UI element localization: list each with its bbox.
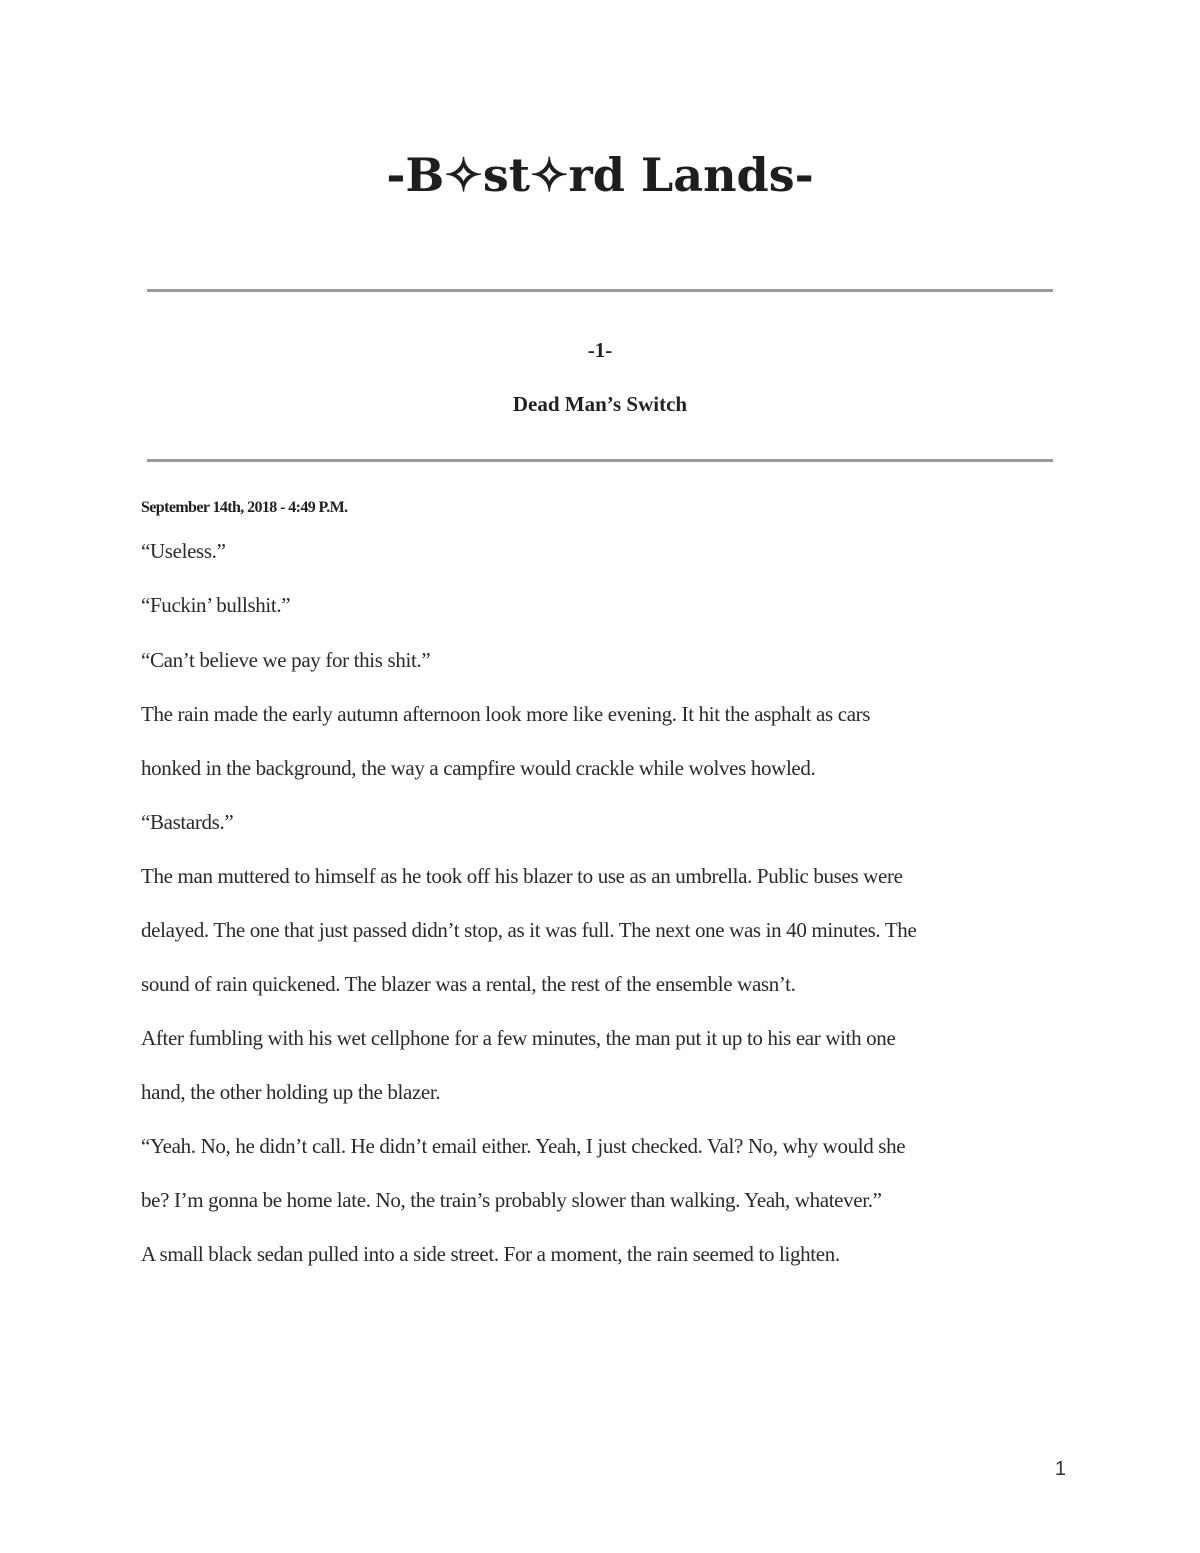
body-line: honked in the background, the way a campfire would crackle while wolves howled. <box>141 756 816 780</box>
body-line: The man muttered to himself as he took off his blazer to use as an umbrella. Public buses were <box>141 864 903 888</box>
body-line: hand, the other holding up the blazer. <box>141 1080 441 1104</box>
body-line: delayed. The one that just passed didn’t stop, as it was full. The next one was in 40 minutes. The <box>141 918 917 942</box>
divider-top <box>147 289 1053 292</box>
body-line: “Useless.” <box>141 539 226 563</box>
body-line: “Can’t believe we pay for this shit.” <box>141 648 431 672</box>
chapter-title: Dead Man’s Switch <box>512 392 688 416</box>
body-line: “Yeah. No, he didn’t call. He didn’t email either. Yeah, I just checked. Val? No, why would she <box>141 1134 906 1158</box>
body-line: “Bastards.” <box>141 810 234 834</box>
body-line: A small black sedan pulled into a side street. For a moment, the rain seemed to lighten. <box>141 1242 840 1266</box>
body-line: The rain made the early autumn afternoon look more like evening. It hit the asphalt as cars <box>141 702 871 726</box>
divider-bottom <box>147 459 1053 462</box>
body-line: “Fuckin’ bullshit.” <box>141 593 291 617</box>
body-line: sound of rain quickened. The blazer was a rental, the rest of the ensemble wasn’t. <box>141 972 796 996</box>
dateline: September 14th, 2018 - 4:49 P.M. <box>141 499 348 516</box>
body-line: After fumbling with his wet cellphone for a few minutes, the man put it up to his ear with one <box>141 1026 896 1050</box>
document-title: -B✧st✧rd Lands- <box>386 148 814 202</box>
body-line: be? I’m gonna be home late. No, the train’s probably slower than walking. Yeah, whatever.” <box>141 1188 882 1212</box>
page-number: 1 <box>1054 1458 1066 1480</box>
chapter-number: -1- <box>587 338 613 362</box>
